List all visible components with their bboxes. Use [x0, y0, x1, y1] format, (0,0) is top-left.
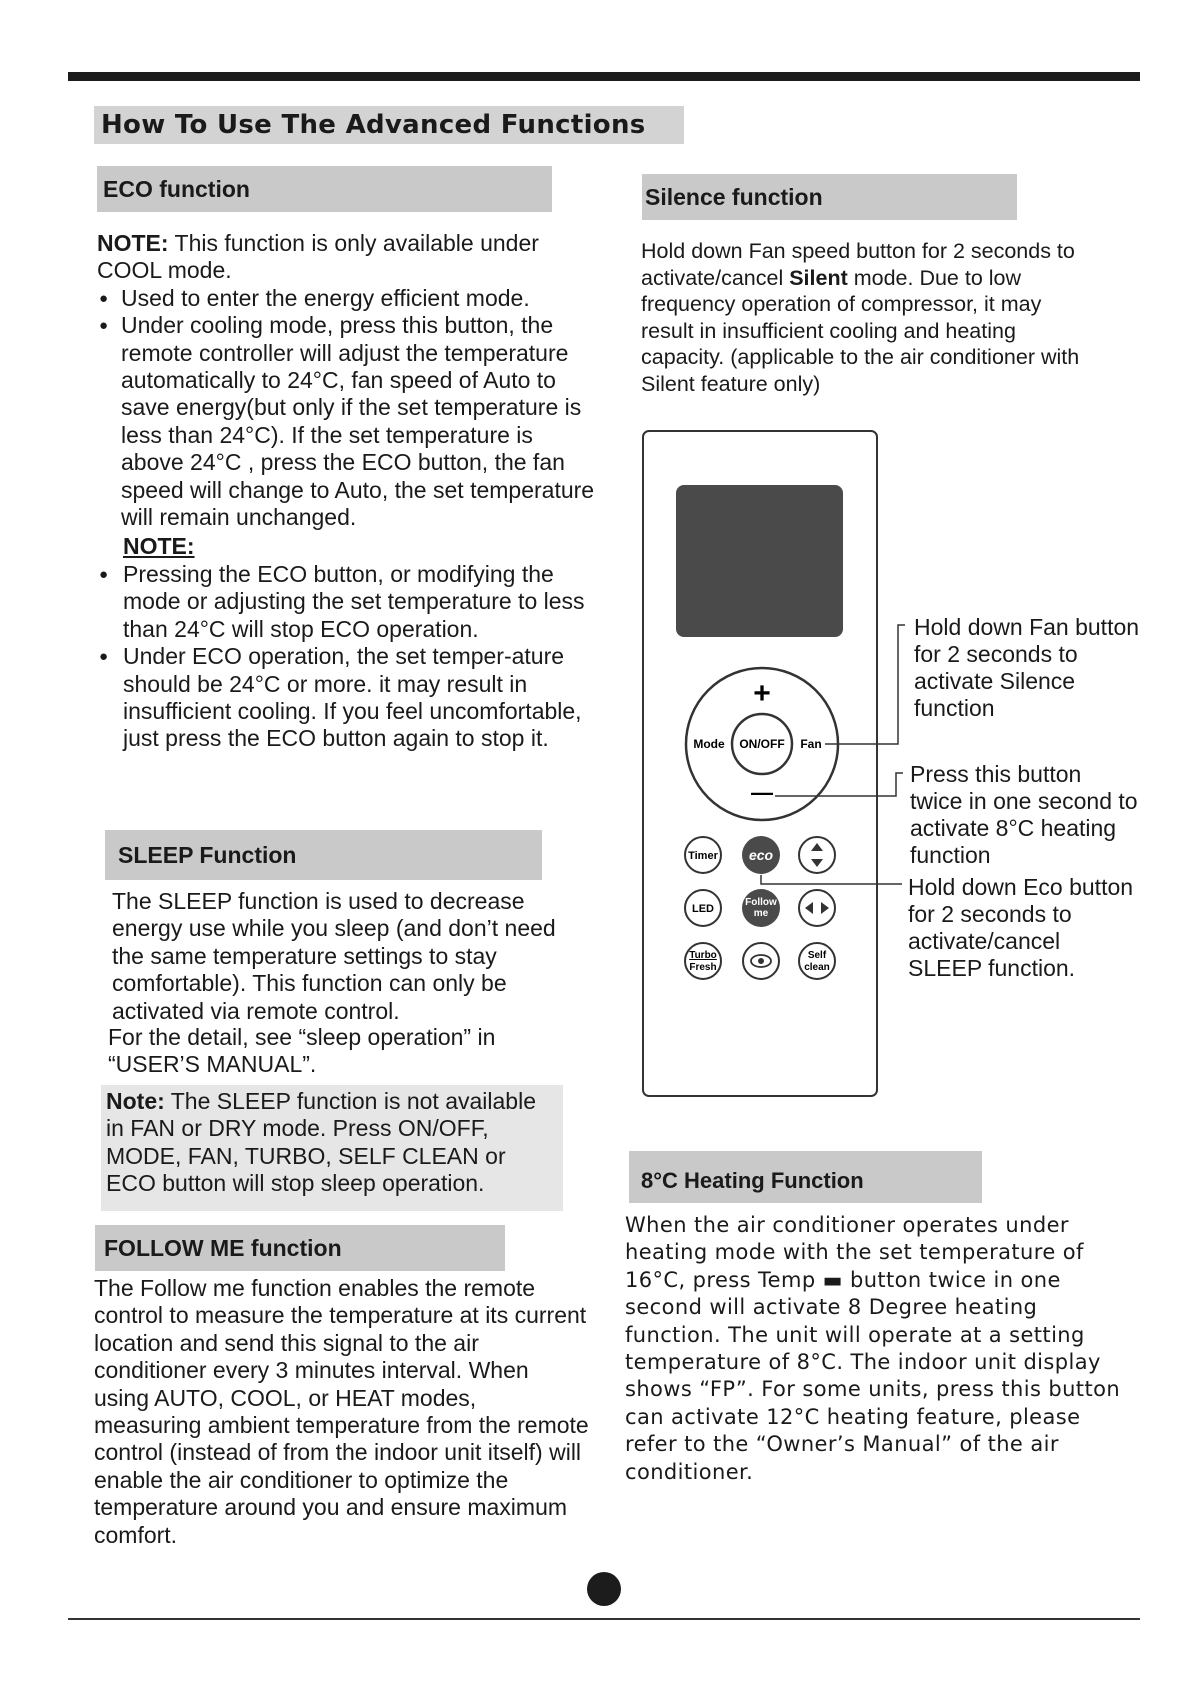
top-rule [68, 72, 1140, 81]
timer-label: Timer [688, 850, 718, 862]
self-clean-label-2: clean [804, 962, 830, 973]
temp-minus-button[interactable]: — [751, 780, 773, 805]
eco-bullet-1: ● Used to enter the energy efficient mode. [97, 285, 597, 312]
eco-note-label: NOTE: [97, 230, 169, 256]
eco-callout: Hold down Eco button for 2 seconds to activate/cancel SLEEP function. [908, 874, 1134, 981]
heating-heading: 8°C Heating Function [629, 1151, 982, 1203]
minus-leader-line [775, 773, 903, 796]
fan-leader-line [825, 625, 905, 744]
turbo-label-2: Fresh [689, 962, 717, 973]
turbo-button[interactable] [685, 943, 721, 979]
sleep-note [101, 1085, 563, 1211]
eco-label: eco [748, 847, 774, 863]
silence-text-1: Hold down Fan speed button for 2 seconds to activate/cancel [641, 239, 1075, 290]
eco-note2-bullet-2: ● Under ECO operation, the set temper-ature should be 24°C or more. it may result in insufficient cooling. If you feel uncomfortable, just press the ECO button again to stop it. [97, 643, 597, 753]
fan-callout: Hold down Fan button for 2 seconds to activate Silence function [914, 614, 1140, 721]
follow-me-heading: FOLLOW ME function [95, 1225, 505, 1271]
turbo-label-1: Turbo [689, 950, 717, 961]
mode-button[interactable]: Mode [693, 737, 725, 751]
page-title: How To Use The Advanced Functions [94, 106, 684, 144]
follow-me-label-1: Follow [745, 897, 777, 908]
silence-text-2: mode. Due to low frequency operation of compressor, it may result in insufficient cooling and heating capacity. (applicable to the air conditioner with Silent feature only) [641, 265, 1080, 396]
fan-button[interactable]: Fan [800, 737, 822, 751]
eco-section [97, 230, 597, 753]
minus-callout: Press this button twice in one second to activate 8°C heating function [910, 761, 1138, 868]
self-clean-button[interactable] [799, 943, 835, 979]
bottom-rule [68, 1618, 1140, 1620]
eco-note2-bullet-1: ● Pressing the ECO button, or modifying the mode or adjusting the set temperature to less than 24°C will stop ECO operation. [97, 561, 597, 643]
led-label: LED [692, 903, 714, 915]
onoff-button[interactable]: ON/OFF [739, 737, 785, 751]
sleep-detail: For the detail, see “sleep operation” in “USER’S MANUAL”. [108, 1024, 496, 1078]
heating-text: When the air conditioner operates under heating mode with the set temperature of 16°C, press Temp ▬ button twice in one second will activate 8 Degree heating function. The unit will operate at a setting temperature of 8°C. The indoor unit display shows “FP”. For some units, press this button can activate 12°C heating feature, please refer to the “Owner’s Manual” of the air conditioner. [625, 1213, 1121, 1484]
eco-heading: ECO function [97, 166, 552, 212]
sleep-heading: SLEEP Function [105, 830, 542, 880]
sleep-note-text: The SLEEP function is not available in FAN or DRY mode. Press ON/OFF, MODE, FAN, TURBO, SELF CLEAN or ECO button will stop sleep operation. [106, 1088, 537, 1197]
follow-me-text: The Follow me function enables the remote control to measure the temperature at its current location and send this signal to the air conditioner every 3 minutes interval. When using AUTO, COOL, or HEAT modes, measuring ambient temperature from the remote control (instead of from the indoor unit itself) will enable the air conditioner to optimize the temperature around you and ensure maximum comfort. [94, 1275, 589, 1548]
callout-leader-lines [640, 425, 920, 925]
eco-note [97, 230, 597, 285]
eco-note-text: This function is only available under COOL mode. [97, 230, 539, 284]
temp-plus-button[interactable]: + [753, 677, 771, 710]
sleep-note-label: Note: [106, 1088, 165, 1114]
silence-text [641, 238, 1091, 397]
silence-heading: Silence function [642, 174, 1017, 220]
follow-me-label-2: me [753, 908, 769, 919]
self-clean-label-1: Self [807, 950, 827, 961]
page-number-dot [587, 1572, 621, 1606]
eco-leader-line [761, 875, 902, 884]
sleep-text: The SLEEP function is used to decrease energy use while you sleep (and don’t need the same temperature settings to stay comfortable). This function can only be activated via remote control. [112, 888, 556, 1024]
eco-note2-label: NOTE: [123, 533, 195, 560]
eco-bullet-2: ● Under cooling mode, press this button, the remote controller will adjust the temperature automatically to 24°C, fan speed of Auto to save energy(but only if the set temperature is less than 24°C). If the set temperature is above 24°C , press the ECO button, the fan speed will change to Auto, the set temperature will remain unchanged. [97, 312, 597, 531]
eye-pupil-icon [758, 958, 764, 964]
silence-text-bold: Silent [789, 265, 848, 290]
